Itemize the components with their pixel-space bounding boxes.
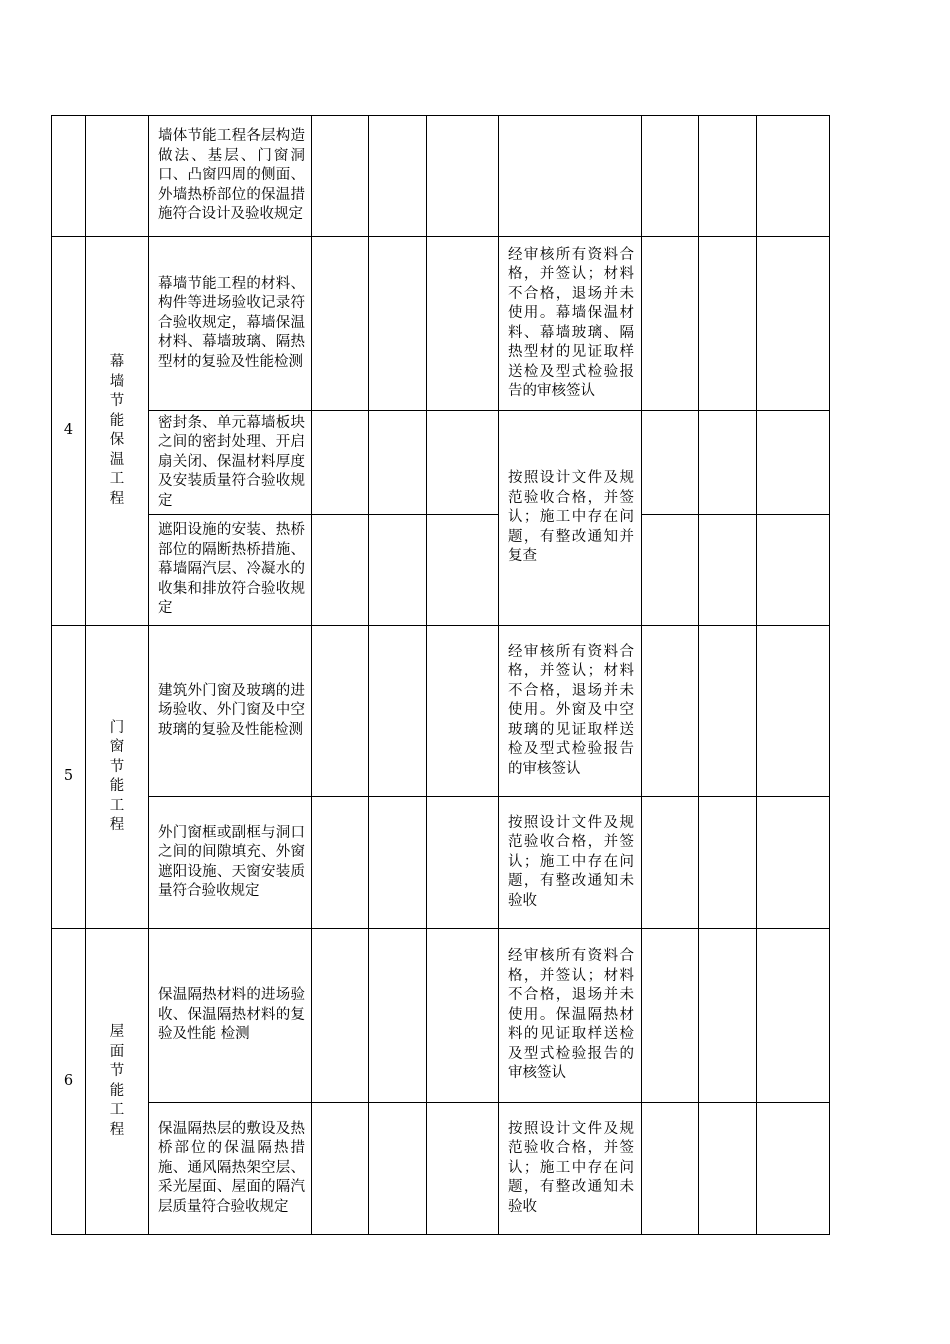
- blank-cell: [427, 411, 499, 515]
- table-row: [52, 116, 830, 237]
- blank-cell: [699, 411, 757, 515]
- blank-cell: [699, 515, 757, 626]
- blank-cell: [642, 237, 699, 411]
- table-row: [52, 626, 830, 797]
- row-number-cell: 5: [52, 626, 86, 929]
- blank-cell: [642, 1103, 699, 1235]
- blank-cell: [699, 626, 757, 797]
- blank-cell: [757, 116, 830, 237]
- supervision-note-cell: 经审核所有资料合格，并签认；材料不合格，退场并未使用。幕墙保温材料、幕墙玻璃、隔热型材的见证取样送检及型式检验报告的审核签认: [499, 237, 642, 411]
- blank-cell: [642, 515, 699, 626]
- blank-cell: [427, 626, 499, 797]
- blank-cell: [312, 515, 369, 626]
- supervision-note-cell: 按照设计文件及规范验收合格，并签认；施工中存在问题，有整改通知并复查: [499, 411, 642, 626]
- row-number-cell: 4: [52, 237, 86, 626]
- blank-cell: [757, 797, 830, 929]
- category-cell: [86, 237, 149, 626]
- blank-cell: [369, 411, 427, 515]
- supervision-note-cell: 按照设计文件及规范验收合格，并签认；施工中存在问题，有整改通知未验收: [499, 1103, 642, 1235]
- blank-cell: [427, 237, 499, 411]
- blank-cell: [699, 797, 757, 929]
- blank-cell: [312, 411, 369, 515]
- blank-cell: [369, 515, 427, 626]
- blank-cell: [757, 411, 830, 515]
- blank-cell: [312, 929, 369, 1103]
- blank-cell: [312, 237, 369, 411]
- check-item-cell: 外门窗框或副框与洞口之间的间隙填充、外窗遮阳设施、天窗安装质量符合验收规定: [149, 797, 312, 929]
- blank-cell: [757, 237, 830, 411]
- table-row: [52, 1103, 830, 1235]
- blank-cell: [699, 237, 757, 411]
- acceptance-table: [51, 115, 830, 1235]
- table-row: [52, 929, 830, 1103]
- blank-cell: [427, 116, 499, 237]
- blank-cell: [699, 116, 757, 237]
- check-item-cell: 密封条、单元幕墙板块之间的密封处理、开启扇关闭、保温材料厚度及安装质量符合验收规定: [149, 411, 312, 515]
- check-item-cell: 幕墙节能工程的材料、构件等进场验收记录符合验收规定，幕墙保温材料、幕墙玻璃、隔热型材的复验及性能检测: [149, 237, 312, 411]
- blank-cell: [642, 929, 699, 1103]
- table-row: [52, 237, 830, 411]
- blank-cell: [369, 626, 427, 797]
- blank-cell: [369, 237, 427, 411]
- table-row: [52, 797, 830, 929]
- blank-cell: [369, 929, 427, 1103]
- table-row: [52, 515, 830, 626]
- blank-cell: [699, 929, 757, 1103]
- category-cell: [86, 116, 149, 237]
- category-cell: [86, 929, 149, 1235]
- blank-cell: [369, 116, 427, 237]
- check-item-cell: 保温隔热层的敷设及热桥部位的保温隔热措施、通风隔热架空层、采光屋面、屋面的隔汽层质量符合验收规定: [149, 1103, 312, 1235]
- supervision-note-cell: [499, 116, 642, 237]
- blank-cell: [427, 515, 499, 626]
- blank-cell: [757, 515, 830, 626]
- check-item-cell: 建筑外门窗及玻璃的进场验收、外门窗及中空玻璃的复验及性能检测: [149, 626, 312, 797]
- blank-cell: [312, 1103, 369, 1235]
- blank-cell: [642, 116, 699, 237]
- check-item-cell: 保温隔热材料的进场验收、保温隔热材料的复验及性能 检测: [149, 929, 312, 1103]
- row-number-cell: 6: [52, 929, 86, 1235]
- category-label: 屋面节能工程: [109, 1024, 125, 1138]
- blank-cell: [757, 626, 830, 797]
- category-label: 幕墙节能保温工程: [109, 354, 125, 507]
- category-cell: [86, 626, 149, 929]
- check-item-cell: 遮阳设施的安装、热桥部位的隔断热桥措施、幕墙隔汽层、冷凝水的收集和排放符合验收规定: [149, 515, 312, 626]
- blank-cell: [757, 1103, 830, 1235]
- supervision-note-cell: 按照设计文件及规范验收合格，并签认；施工中存在问题，有整改通知未验收: [499, 797, 642, 929]
- blank-cell: [427, 929, 499, 1103]
- blank-cell: [312, 626, 369, 797]
- blank-cell: [642, 626, 699, 797]
- blank-cell: [312, 797, 369, 929]
- supervision-note-cell: 经审核所有资料合格，并签认；材料不合格，退场并未使用。外窗及中空玻璃的见证取样送检及型式检验报告的审核签认: [499, 626, 642, 797]
- row-number-cell: [52, 116, 86, 237]
- blank-cell: [312, 116, 369, 237]
- blank-cell: [369, 797, 427, 929]
- blank-cell: [757, 929, 830, 1103]
- supervision-note-cell: 经审核所有资料合格，并签认；材料不合格，退场并未使用。保温隔热材料的见证取样送检及型式检验报告的审核签认: [499, 929, 642, 1103]
- blank-cell: [369, 1103, 427, 1235]
- blank-cell: [699, 1103, 757, 1235]
- blank-cell: [642, 411, 699, 515]
- category-label: 门窗节能工程: [109, 719, 125, 833]
- blank-cell: [642, 797, 699, 929]
- blank-cell: [427, 1103, 499, 1235]
- blank-cell: [427, 797, 499, 929]
- check-item-cell: 墙体节能工程各层构造做法、基层、门窗洞口、凸窗四周的侧面、外墙热桥部位的保温措施符合设计及验收规定: [149, 116, 312, 237]
- table-row: [52, 411, 830, 515]
